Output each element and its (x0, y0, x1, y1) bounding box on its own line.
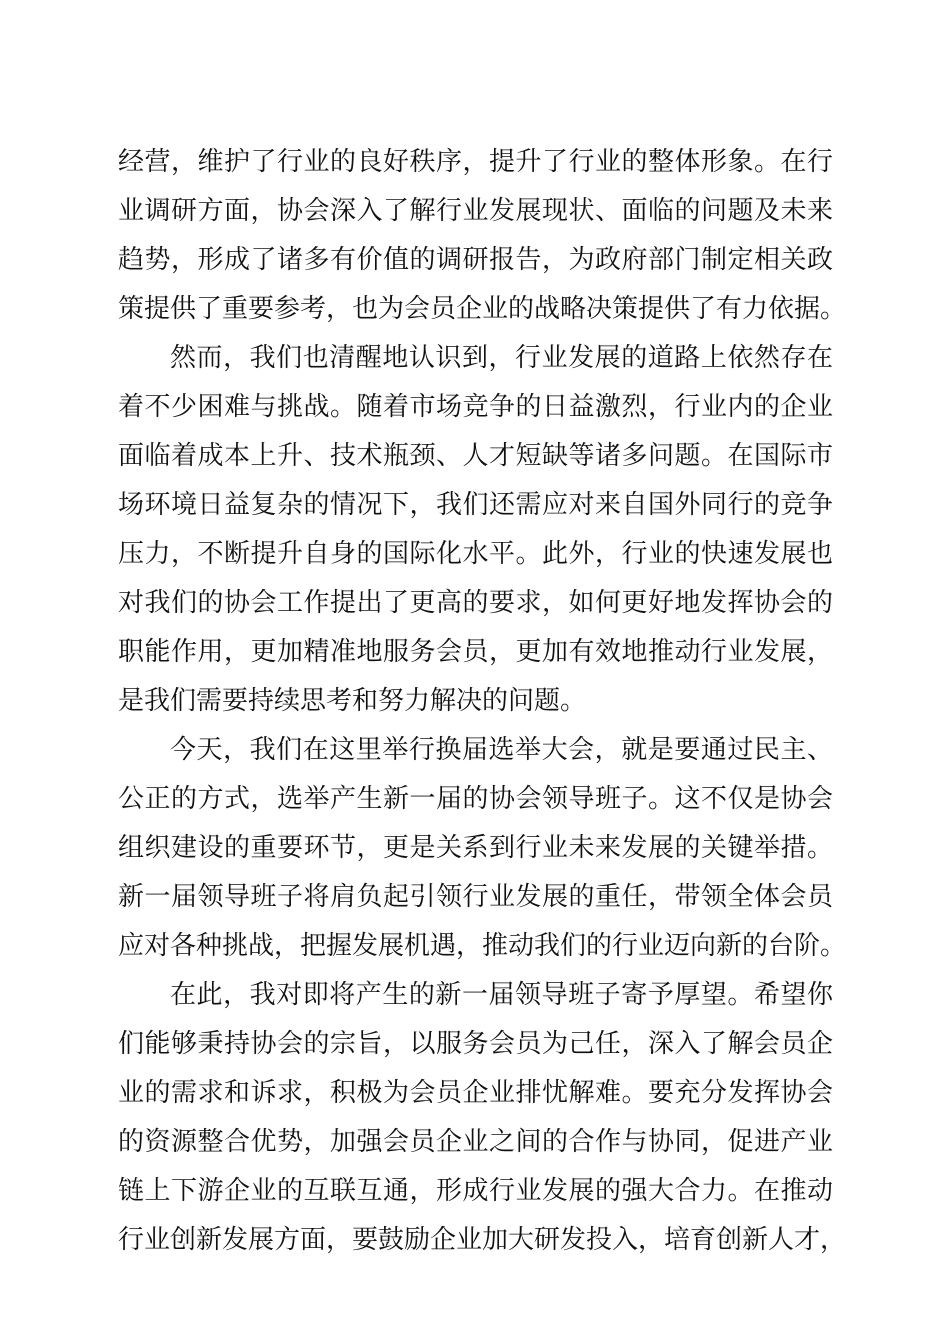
text-line: 业的需求和诉求，积极为会员企业排忧解难。要充分发挥协会 (118, 1078, 833, 1108)
text-line: 策提供了重要参考，也为会员企业的战略决策提供了有力依据。 (118, 294, 847, 324)
text-line: 应对各种挑战，把握发展机遇，推动我们的行业迈向新的台阶。 (118, 931, 847, 961)
text-line: 趋势，形成了诸多有价值的调研报告，为政府部门制定相关政 (118, 245, 833, 275)
text-line: 链上下游企业的互联互通，形成行业发展的强大合力。在推动 (118, 1176, 833, 1206)
paragraph-first-line: 今天，我们在这里举行换届选举大会，就是要通过民主、 (170, 735, 833, 765)
text-line: 是我们需要持续思考和努力解决的问题。 (118, 686, 587, 716)
paragraph-first-line: 然而，我们也清醒地认识到，行业发展的道路上依然存在 (170, 343, 833, 373)
text-line: 压力，不断提升自身的国际化水平。此外，行业的快速发展也 (118, 539, 833, 569)
paragraph-first-line: 在此，我对即将产生的新一届领导班子寄予厚望。希望你 (170, 980, 833, 1010)
text-line: 对我们的协会工作提出了更高的要求，如何更好地发挥协会的 (118, 588, 833, 618)
text-line: 着不少困难与挑战。随着市场竞争的日益激烈，行业内的企业 (118, 392, 833, 422)
text-line: 场环境日益复杂的情况下，我们还需应对来自国外同行的竞争 (118, 490, 833, 520)
text-line: 职能作用，更加精准地服务会员，更加有效地推动行业发展， (118, 637, 833, 667)
text-line: 经营，维护了行业的良好秩序，提升了行业的整体形象。在行 (118, 147, 833, 177)
text-line: 行业创新发展方面，要鼓励企业加大研发投入，培育创新人才， (118, 1225, 847, 1255)
text-line: 们能够秉持协会的宗旨，以服务会员为己任，深入了解会员企 (118, 1029, 833, 1059)
text-line: 公正的方式，选举产生新一届的协会领导班子。这不仅是协会 (118, 784, 833, 814)
text-line: 的资源整合优势，加强会员企业之间的合作与协同，促进产业 (118, 1127, 833, 1157)
text-line: 新一届领导班子将肩负起引领行业发展的重任，带领全体会员 (118, 882, 833, 912)
text-line: 面临着成本上升、技术瓶颈、人才短缺等诸多问题。在国际市 (118, 441, 833, 471)
text-line: 业调研方面，协会深入了解行业发展现状、面临的问题及未来 (118, 196, 833, 226)
body-text (118, 138, 847, 1265)
text-line: 组织建设的重要环节，更是关系到行业未来发展的关键举措。 (118, 833, 833, 863)
